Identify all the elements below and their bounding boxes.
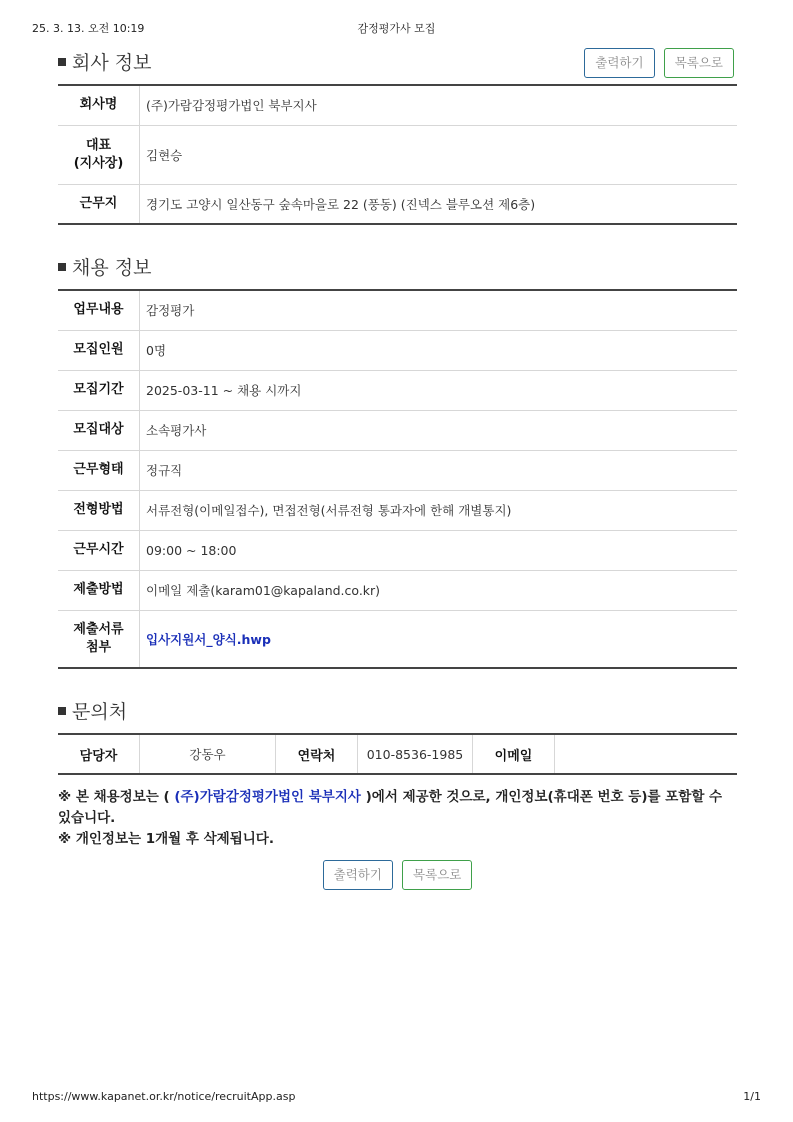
submission-method-label: 제출방법 bbox=[58, 570, 140, 610]
table-row bbox=[58, 734, 737, 774]
attachment-file-link[interactable]: 입사지원서_양식.hwp bbox=[146, 631, 271, 647]
job-description-value: 감정평가 bbox=[140, 290, 738, 330]
table-row bbox=[58, 370, 737, 410]
table-row bbox=[58, 125, 737, 184]
email-value bbox=[555, 734, 738, 774]
headcount-label: 모집인원 bbox=[58, 330, 140, 370]
contact-section-title: 문의처 bbox=[58, 697, 127, 724]
recruit-period-label: 모집기간 bbox=[58, 370, 140, 410]
table-row bbox=[58, 530, 737, 570]
attachment-value bbox=[140, 610, 738, 668]
square-bullet-icon bbox=[58, 263, 66, 271]
contact-section-header bbox=[58, 693, 737, 733]
attachment-label: 제출서류 첨부 bbox=[58, 610, 140, 668]
table-row bbox=[58, 490, 737, 530]
selection-method-value: 서류전형(이메일접수), 면접전형(서류전형 통과자에 한해 개별통지) bbox=[140, 490, 738, 530]
print-datetime: 25. 3. 13. 오전 10:19 bbox=[32, 22, 145, 35]
table-row bbox=[58, 570, 737, 610]
square-bullet-icon bbox=[58, 707, 66, 715]
phone-value: 010-8536-1985 bbox=[358, 734, 473, 774]
manager-label: 담당자 bbox=[79, 748, 118, 764]
recruit-section-title: 채용 정보 bbox=[58, 253, 151, 280]
table-row bbox=[58, 450, 737, 490]
workplace-value: 경기도 고양시 일산동구 숲속마을로 22 (풍동) (진넥스 블루오션 제6층) bbox=[146, 196, 536, 212]
target-label: 모집대상 bbox=[58, 410, 140, 450]
notice-line-1: ※ 본 채용정보는 ( (주)가람감정평가법인 북부지사 )에서 제공한 것으로, 개인정보(휴대폰 번호 등)를 포함할 수 있습니다. bbox=[58, 789, 723, 826]
privacy-notice bbox=[58, 787, 737, 850]
phone-label: 연락처 bbox=[276, 734, 358, 774]
manager-value: 강동우 bbox=[140, 734, 276, 774]
table-row bbox=[58, 330, 737, 370]
table-row bbox=[58, 410, 737, 450]
employment-type-value: 정규직 bbox=[140, 450, 738, 490]
company-name-label: 회사명 bbox=[58, 85, 140, 125]
email-label: 이메일 bbox=[473, 734, 555, 774]
company-section-header bbox=[58, 44, 737, 84]
selection-method-label: 전형방법 bbox=[58, 490, 140, 530]
print-footer bbox=[32, 1090, 761, 1106]
print-header bbox=[32, 20, 761, 36]
representative-value: 김현승 bbox=[140, 125, 738, 184]
workplace-label: 근무지 bbox=[58, 184, 140, 224]
representative-label: 대표 (지사장) bbox=[58, 125, 140, 184]
job-description-label: 업무내용 bbox=[58, 290, 140, 330]
print-url: https://www.kapanet.or.kr/notice/recruitApp.asp bbox=[32, 1090, 296, 1103]
company-name-value: (주)가람감정평가법인 북부지사 bbox=[140, 85, 738, 125]
submission-method-value: 이메일 제출(karam01@kapaland.co.kr) bbox=[140, 570, 738, 610]
table-row bbox=[58, 290, 737, 330]
print-button[interactable]: 출력하기 bbox=[584, 48, 654, 78]
table-row bbox=[58, 610, 737, 668]
table-row bbox=[58, 184, 737, 224]
top-button-group bbox=[584, 48, 734, 78]
table-row bbox=[58, 85, 737, 125]
main-content bbox=[58, 44, 737, 890]
square-bullet-icon bbox=[58, 58, 66, 66]
employment-type-label: 근무형태 bbox=[58, 450, 140, 490]
notice-company-name: (주)가람감정평가법인 북부지사 bbox=[174, 789, 361, 805]
bottom-button-group bbox=[58, 860, 737, 890]
contact-table bbox=[58, 733, 737, 775]
company-section-title: 회사 정보 bbox=[58, 48, 151, 75]
work-hours-label: 근무시간 bbox=[58, 530, 140, 570]
target-value: 소속평가사 bbox=[140, 410, 738, 450]
recruit-section-header bbox=[58, 249, 737, 289]
print-page-number: 1/1 bbox=[743, 1090, 761, 1103]
recruit-period-value: 2025-03-11 ~ 채용 시까지 bbox=[140, 370, 738, 410]
company-info-table bbox=[58, 84, 737, 225]
print-button[interactable]: 출력하기 bbox=[323, 860, 393, 890]
back-to-list-button[interactable]: 목록으로 bbox=[402, 860, 472, 890]
headcount-value: 0명 bbox=[140, 330, 738, 370]
print-page-title: 감정평가사 모집 bbox=[357, 22, 436, 35]
back-to-list-button[interactable]: 목록으로 bbox=[664, 48, 734, 78]
work-hours-value: 09:00 ~ 18:00 bbox=[140, 530, 738, 570]
recruit-info-table bbox=[58, 289, 737, 669]
notice-line-2: ※ 개인정보는 1개월 후 삭제됩니다. bbox=[58, 831, 274, 847]
